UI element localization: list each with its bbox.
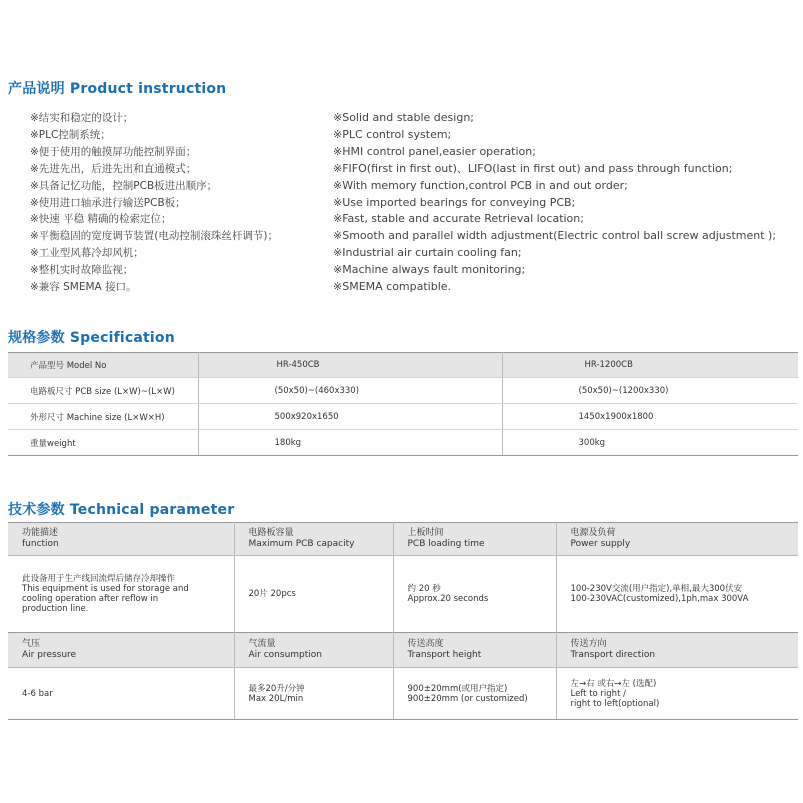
list-item: ※快速 平稳 精确的检索定位； [30,213,172,226]
header-en: Maximum PCB capacity [248,539,355,549]
table-row [8,404,798,430]
list-item: ※结实和稳定的设计； [30,112,134,124]
header-cn: 传送高度 [407,638,444,649]
header-en: function [22,539,59,549]
table-cell [393,556,556,633]
header-cn: 传送方向 [570,638,607,649]
features-cn-list [30,110,330,296]
table-header-row [8,633,798,668]
table-header-row [8,353,798,378]
list-item: ※PLC control system; [333,127,452,141]
table-cell [234,633,393,668]
cell-line: 900±20mm(或用户指定) [407,683,508,694]
table-cell [556,633,798,668]
cell-line: right to left(optional) [570,698,660,709]
header-cn: 气流量 [248,638,276,649]
cell-line: 此设备用于生产线回流焊后储存冷却操作 [22,574,176,584]
product-instruction-title: 产品说明 Product instruction [8,81,227,97]
table-cell [556,556,798,633]
cell-line: 20片 20pcs [248,589,296,599]
cell-line: 约 20 秒 [407,584,441,594]
table-cell: 重量weight [8,430,198,456]
list-item: ※平衡稳固的宽度调节装置(电动控制滚珠丝杆调节)； [30,230,278,243]
cell-line: production line. [22,604,89,614]
technical-parameter-title: 技术参数 Technical parameter [8,502,235,518]
cell-line: 左→右 或右→左 (选配) [570,678,657,689]
table-cell: 外形尺寸 Machine size (L×W×H) [8,404,198,430]
list-item: ※Smooth and parallel width adjustment(Electric control ball screw adjustment ); [333,229,777,243]
list-item: ※SMEMA compatible. [333,280,452,294]
table-cell: 1450x1900x1800 [502,404,798,430]
list-item: ※Solid and stable design; [333,111,474,124]
cell-line: 最多20升/分钟 [248,683,305,694]
list-item: ※FIFO(first in first out)、LIFO(last in first out) and pass through function; [333,161,733,175]
header-cn: 电源及负荷 [570,527,616,538]
list-item: ※HMI control panel,easier operation; [333,144,536,158]
table-row [8,556,798,633]
table-cell [556,523,798,556]
cell-line: 100-230V交流(用户指定),单相,最大300伏安 [570,584,743,594]
table-cell: 500x920x1650 [198,404,502,430]
table-cell [234,668,393,720]
list-item: ※先进先出，后进先出和直通模式； [30,162,197,175]
header-cn: 气压 [22,638,41,649]
table-cell: HR-450CB [198,353,502,378]
table-cell [234,523,393,556]
list-item: ※工业型风幕冷却风机； [30,247,144,260]
header-en: Air pressure [22,650,77,660]
cell-line: Approx.20 seconds [407,594,489,604]
table-cell [393,523,556,556]
table-row [8,430,798,456]
table-cell [393,668,556,720]
list-item: ※便于使用的触摸屏功能控制界面； [30,145,197,158]
cell-line: This equipment is used for storage and [22,584,189,594]
table-cell: 电路板尺寸 PCB size (L×W)~(L×W) [8,378,198,404]
table-cell: (50x50)~(460x330) [198,378,502,404]
table-cell [393,633,556,668]
table-cell [234,556,393,633]
list-item: ※Use imported bearings for conveying PCB; [333,195,576,209]
list-item: ※整机实时故障监视； [30,264,134,277]
technical-parameter-table [8,522,798,720]
list-item: ※Fast, stable and accurate Retrieval location; [333,212,584,226]
list-item: ※兼容 SMEMA 接口。 [30,281,137,294]
table-header-row [8,523,798,556]
table-cell: (50x50)~(1200x330) [502,378,798,404]
cell-line: Max 20L/min [248,693,304,704]
features-en-list [333,110,798,296]
cell-line: cooling operation after reflow in [22,594,159,604]
table-row [8,378,798,404]
table-cell [8,633,234,668]
table-row [8,668,798,720]
list-item: ※Machine always fault monitoring; [333,263,526,277]
table-cell: 产品型号 Model No [8,353,198,378]
header-en: Transport height [407,650,482,660]
table-cell: 180kg [198,430,502,456]
cell-line: 100-230VAC(customized),1ph,max 300VA [570,594,749,604]
table-cell [8,556,234,633]
header-en: Power supply [570,539,631,549]
table-cell: 300kg [502,430,798,456]
header-cn: 功能描述 [22,527,59,538]
header-en: Air consumption [248,650,322,660]
list-item: ※PLC控制系统； [30,128,111,141]
list-item: ※Industrial air curtain cooling fan; [333,246,522,260]
cell-line: Left to right / [570,688,626,699]
specification-title: 规格参数 Specification [8,330,175,346]
table-cell [556,668,798,720]
list-item: ※使用进口轴承进行输送PCB板； [30,196,186,209]
header-en: PCB loading time [407,539,485,549]
table-cell [8,668,234,720]
specification-table [8,352,798,456]
table-cell: HR-1200CB [502,353,798,378]
list-item: ※With memory function,control PCB in and out order; [333,178,628,192]
list-item: ※具备记忆功能，控制PCB板进出顺序； [30,179,218,192]
cell-line: 4-6 bar [22,688,53,699]
header-en: Transport direction [570,650,656,660]
cell-line: 900±20mm (or customized) [407,693,528,704]
header-cn: 上板时间 [407,527,444,538]
table-cell [8,523,234,556]
header-cn: 电路板容量 [248,527,294,538]
